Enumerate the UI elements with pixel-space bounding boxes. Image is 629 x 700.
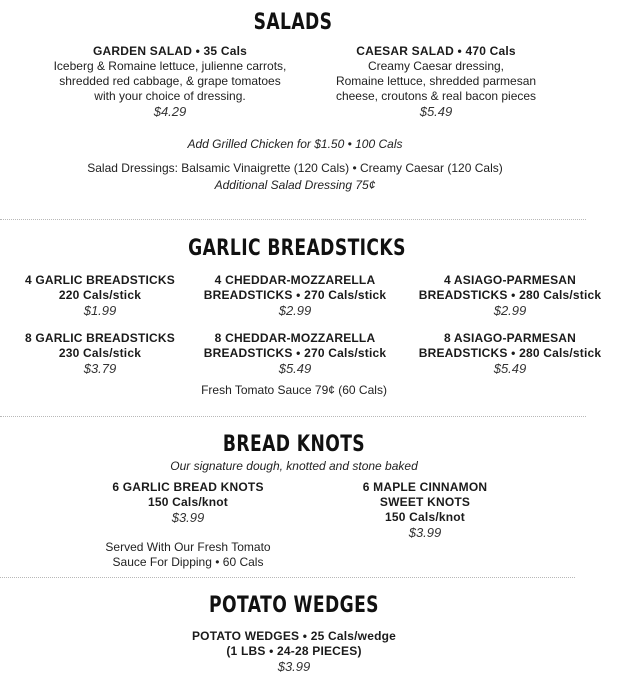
breadstick-name-line-2: BREADSTICKS • 270 Cals/stick: [203, 288, 387, 302]
breadstick-name-line-1: 8 ASIAGO-PARMESAN: [443, 331, 577, 345]
breadstick-item: [0, 331, 200, 377]
section-divider: [0, 219, 586, 220]
breadstick-name-line-1: 4 ASIAGO-PARMESAN: [443, 273, 577, 287]
garden-salad-item: [20, 44, 320, 120]
breadstick-price: $5.49: [278, 361, 312, 376]
breadstick-name-line-2: 220 Cals/stick: [58, 288, 142, 302]
breadstick-price: $2.99: [278, 303, 312, 318]
breadstick-name-line-1: 4 GARLIC BREADSTICKS: [24, 273, 175, 287]
cinnamon-knots-name-2: SWEET KNOTS: [379, 495, 471, 509]
potato-wedges-item: [144, 629, 444, 675]
breadstick-price: $3.79: [83, 361, 117, 376]
salads-heading: SALADS: [253, 10, 333, 35]
garden-salad-desc-2: shredded red cabbage, & grape tomatoes: [59, 74, 281, 88]
caesar-salad-item: [286, 44, 586, 120]
breadstick-item: [395, 273, 625, 319]
cinnamon-knots-name-3: 150 Cals/knot: [385, 510, 465, 524]
breadstick-price: $5.49: [493, 361, 527, 376]
section-divider: [0, 416, 586, 417]
cinnamon-knots-price: $3.99: [408, 525, 442, 540]
garden-salad-price: $4.29: [153, 104, 187, 119]
additional-dressing-note: Additional Salad Dressing 75¢: [214, 178, 376, 192]
breadstick-name-line-1: 8 GARLIC BREADSTICKS: [24, 331, 175, 345]
potato-wedges-name-1: POTATO WEDGES • 25 Cals/wedge: [191, 629, 397, 643]
caesar-salad-desc-2: Romaine lettuce, shredded parmesan: [335, 74, 537, 88]
salad-dressings-note: Salad Dressings: Balsamic Vinaigrette (120 Cals) • Creamy Caesar (120 Cals): [87, 161, 503, 175]
breadstick-name-line-2: 230 Cals/stick: [58, 346, 142, 360]
breadstick-item: [180, 331, 410, 377]
breadstick-name-line-1: 8 CHEDDAR-MOZZARELLA: [214, 331, 376, 345]
breadstick-name-line-2: BREADSTICKS • 280 Cals/stick: [418, 346, 602, 360]
cinnamon-knots-name-1: 6 MAPLE CINNAMON: [362, 480, 488, 494]
breadstick-name-line-2: BREADSTICKS • 270 Cals/stick: [203, 346, 387, 360]
potato-wedges-name-2: (1 LBS • 24-28 PIECES): [226, 644, 362, 658]
add-chicken-note: Add Grilled Chicken for $1.50 • 100 Cals: [187, 137, 403, 151]
bread-knots-heading: BREAD KNOTS: [222, 432, 366, 457]
garlic-knots-price: $3.99: [171, 510, 205, 525]
breadstick-name-line-2: BREADSTICKS • 280 Cals/stick: [418, 288, 602, 302]
garlic-knots-item: [88, 480, 288, 570]
tomato-sauce-note: Fresh Tomato Sauce 79¢ (60 Cals): [201, 383, 387, 397]
section-divider: [0, 577, 575, 578]
caesar-salad-name: CAESAR SALAD • 470 Cals: [356, 44, 516, 58]
bread-knots-subtitle: Our signature dough, knotted and stone baked: [170, 459, 418, 473]
potato-wedges-price: $3.99: [277, 659, 311, 674]
garden-salad-name: GARDEN SALAD • 35 Cals: [93, 44, 247, 58]
potato-wedges-heading: POTATO WEDGES: [209, 593, 379, 618]
garden-salad-desc-1: Iceberg & Romaine lettuce, julienne carrots,: [53, 59, 287, 73]
garlic-knots-name-2: 150 Cals/knot: [148, 495, 228, 509]
breadstick-name-line-1: 4 CHEDDAR-MOZZARELLA: [214, 273, 376, 287]
breadstick-item: [395, 331, 625, 377]
breadstick-item: [180, 273, 410, 319]
caesar-salad-desc-1: Creamy Caesar dressing,: [367, 59, 505, 73]
garlic-knots-name-1: 6 GARLIC BREAD KNOTS: [112, 480, 264, 494]
breadstick-price: $1.99: [83, 303, 117, 318]
breadstick-item: [0, 273, 200, 319]
garden-salad-desc-3: with your choice of dressing.: [94, 89, 246, 103]
garlic-knots-note-1: Served With Our Fresh Tomato: [105, 540, 271, 554]
cinnamon-knots-item: [325, 480, 525, 541]
breadsticks-heading: GARLIC BREADSTICKS: [188, 236, 406, 261]
garlic-knots-note-2: Sauce For Dipping • 60 Cals: [112, 555, 264, 569]
breadstick-price: $2.99: [493, 303, 527, 318]
caesar-salad-desc-3: cheese, croutons & real bacon pieces: [335, 89, 537, 103]
caesar-salad-price: $5.49: [419, 104, 453, 119]
